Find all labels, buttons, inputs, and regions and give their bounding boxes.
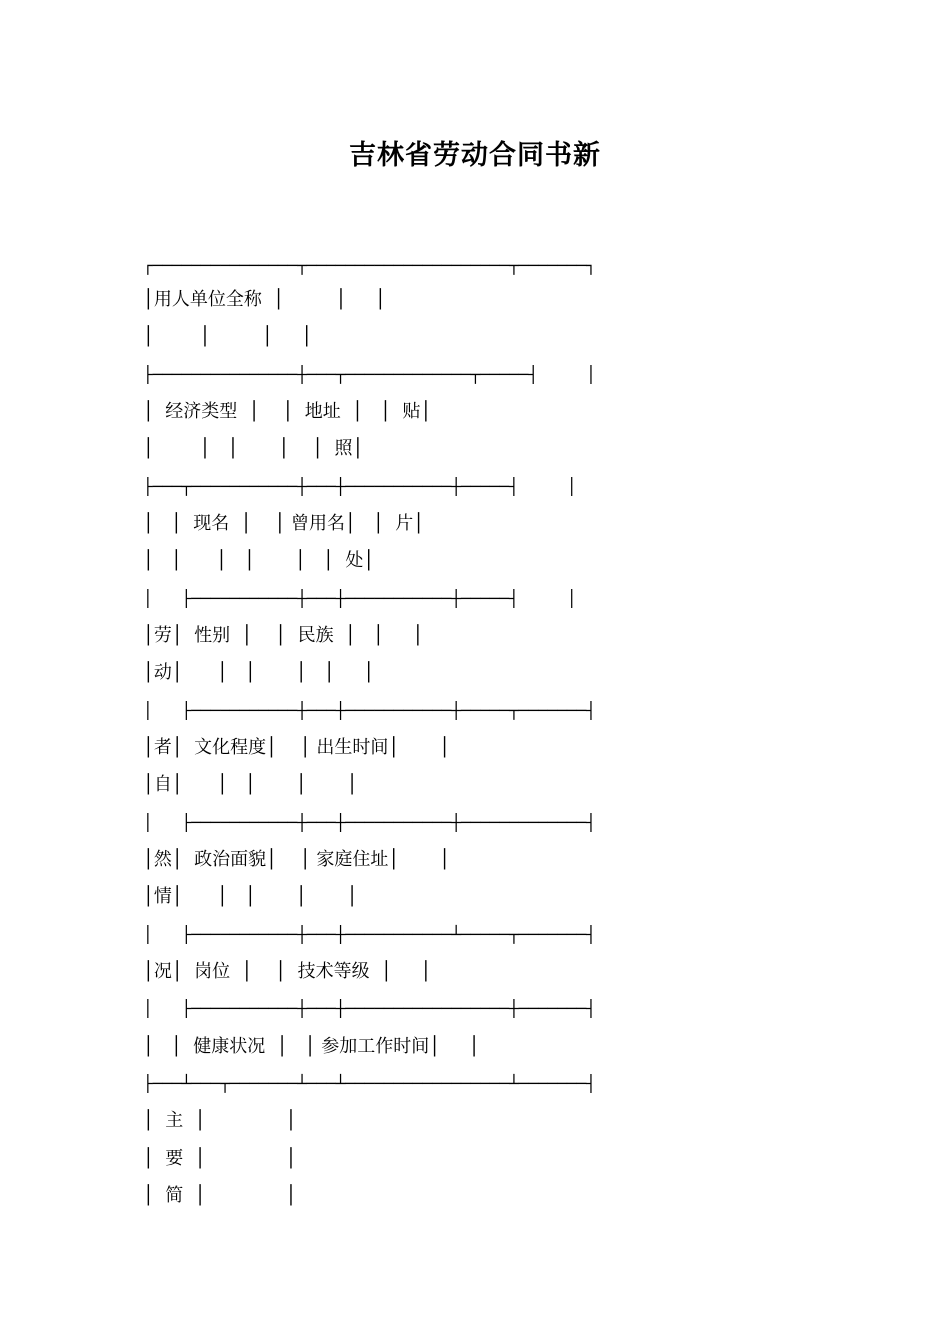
table-line: │ │ │ │ │ │ 处│ [143, 550, 375, 571]
table-line: │ 要 │ │ [143, 1148, 297, 1169]
table-line: │ ├───────────┼───┼───────────┼─────┬───────┤ [143, 701, 596, 720]
table-line: │ 经济类型 │ │ 地址 │ │ 贴│ [143, 401, 432, 422]
table-line: │用人单位全称 │ │ │ [143, 289, 386, 310]
table-line: │ 主 │ │ [143, 1110, 297, 1131]
table-line: │ ├───────────┼───┼───────────┼─────────────┤ [143, 813, 596, 832]
table-line: │况│ 岗位 │ │ 技术等级 │ │ [143, 961, 432, 982]
table-line: ├───────────────┼───┬─────────────┬─────┤ │ [143, 365, 596, 384]
table-line: │ ├───────────┼───┼───────────┴─────┬───────┤ [143, 925, 596, 944]
table-line: │ │ │ │ [143, 326, 313, 347]
table-line: ├───┴───┬───────┴───┴─────────────────┴───────┤ [143, 1074, 596, 1093]
table-line: ┌───────────────┬─────────────────────┬───────┐ [143, 256, 596, 275]
table-line: │ │ │ │ │ 照│ [143, 438, 364, 459]
table-line: │动│ │ │ │ │ │ [143, 662, 375, 683]
table-line: ├───┬───────────┼───┼───────────┼─────┤ │ [143, 477, 577, 496]
table-line: │者│ 文化程度│ │ 出生时间│ │ [143, 737, 451, 758]
table-line: │然│ 政治面貌│ │ 家庭住址│ │ [143, 849, 451, 870]
table-line: │ ├───────────┼───┼─────────────────┼───────┤ [143, 999, 596, 1018]
table-line: │ │ 现名 │ │ 曾用名│ │ 片│ [143, 513, 425, 534]
table-line: │劳│ 性别 │ │ 民族 │ │ │ [143, 625, 424, 646]
table-line: │ ├───────────┼───┼───────────┼─────┤ │ [143, 589, 577, 608]
document-title: 吉林省劳动合同书新 [349, 140, 601, 171]
table-line: │情│ │ │ │ │ [143, 886, 358, 907]
table-line: │ 简 │ │ [143, 1185, 297, 1206]
table-line: │ │ 健康状况 │ │ 参加工作时间│ │ [143, 1036, 480, 1057]
table-line: │自│ │ │ │ │ [143, 774, 358, 795]
